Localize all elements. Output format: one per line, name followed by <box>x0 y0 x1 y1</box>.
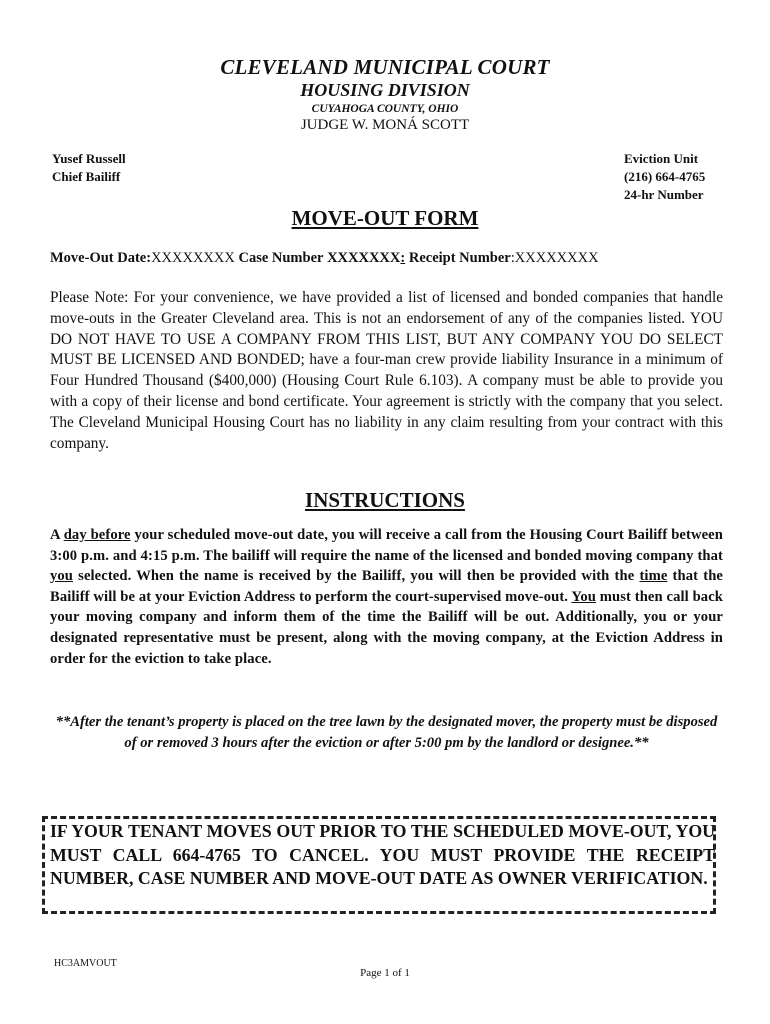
chief-bailiff-block <box>52 150 126 186</box>
property-disposal-notice: **After the tenant’s property is placed on the tree lawn by the designated mover, the property must be disposed of or removed 3 hours after the eviction or after 5:00 pm by the landlord or designee.** <box>55 714 718 751</box>
instr-text-3: selected. When the name is received by the Bailiff, you will then be provided with the <box>73 568 640 585</box>
case-number-suffix: : <box>400 250 406 266</box>
instr-text-2: your scheduled move-out date, you will receive a call from the Housing Court Bailiff between 3:00 p.m. and 4:15 p.m. The bailiff will require the name of the licensed and bonded moving company that <box>50 527 723 564</box>
cancel-notice-text: IF YOUR TENANT MOVES OUT PRIOR TO THE SCHEDULED MOVE-OUT, YOU MUST CALL 664-4765 TO CANCEL. YOU MUST PROVIDE THE RECEIPT NUMBER, CASE NUMBER AND MOVE-OUT DATE AS OWNER VERIFICATION. <box>50 821 715 888</box>
receipt-number-sep: : <box>510 250 515 266</box>
instructions-paragraph <box>50 525 723 669</box>
move-out-date-label: Move-Out Date: <box>50 250 152 266</box>
form-title: MOVE-OUT FORM <box>291 206 479 230</box>
eviction-unit-label: Eviction Unit <box>624 151 699 166</box>
instr-underline-day-before: day before <box>63 527 131 543</box>
instr-underline-time: time <box>639 568 668 585</box>
county-name: CUYAHOGA COUNTY, OHIO <box>311 103 459 115</box>
receipt-number-label: Receipt Number <box>408 250 511 266</box>
court-name: CLEVELAND MUNICIPAL COURT <box>220 55 550 79</box>
case-number-label: Case Number <box>238 250 324 266</box>
instr-text-4: that the Bailiff will be at your Eviction Address to perform the court-supervised move-out. <box>50 568 723 605</box>
move-out-date-value: XXXXXXXX <box>151 250 235 266</box>
instr-text-1: A <box>50 527 64 543</box>
please-note-paragraph: Please Note: For your convenience, we have provided a list of licensed and bonded companies that handle move-outs in the Greater Cleveland area. This is not an endorsement of any of the companies listed. YOU DO NOT HAVE TO USE A COMPANY FROM THIS LIST, BUT ANY COMPANY YOU DO SELECT MUST BE LICENSED AND BONDED; have a four-man crew provide liability Insurance in a minimum of Four Hundred Thousand ($400,000) (Housing Court Rule 6.103). A company must be able to provide you with a copy of their license and bond certificate. Your agreement is strictly with the company that you select. The Cleveland Municipal Housing Court has no liability in any claim resulting from your contract with this company. <box>50 289 723 452</box>
instr-underline-you-must: You <box>571 588 596 605</box>
form-code: HC3AMVOUT <box>54 958 117 969</box>
bailiff-title: Chief Bailiff <box>52 169 121 184</box>
eviction-unit-phone: (216) 664-4765 <box>624 169 706 184</box>
receipt-number-value: XXXXXXXX <box>514 250 599 266</box>
eviction-unit-block <box>624 150 705 204</box>
division-name: HOUSING DIVISION <box>300 80 470 100</box>
eviction-unit-hours: 24-hr Number <box>624 187 704 202</box>
instr-underline-you: you <box>50 568 74 585</box>
instr-text-5: must then call back your moving company and inform them of the time the Bailiff will be out. Additionally, you or your designated representative must be present, along with the moving company, at the Eviction Address in order for the eviction to take place. <box>50 588 723 667</box>
case-number-value: XXXXXXX <box>327 250 401 266</box>
judge-name: JUDGE W. MONÁ SCOTT <box>300 117 470 133</box>
instructions-title: INSTRUCTIONS <box>305 488 465 512</box>
page-number: Page 1 of 1 <box>360 967 410 979</box>
bailiff-name: Yusef Russell <box>52 151 126 166</box>
case-info-line <box>50 250 730 267</box>
